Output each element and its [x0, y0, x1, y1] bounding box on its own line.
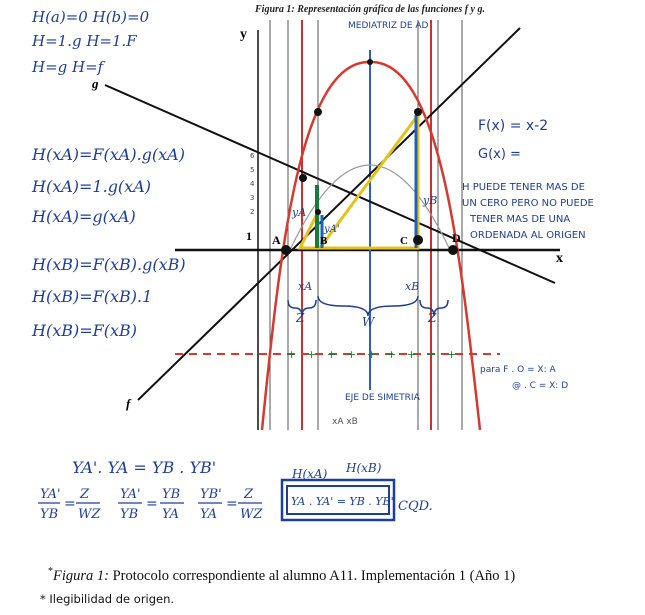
svg-text:H(xB)=F(xB).g(xB): H(xB)=F(xB).g(xB) [32, 255, 186, 274]
svg-text:ORDENADA AL ORIGEN: ORDENADA AL ORIGEN [470, 230, 586, 241]
svg-text:F(x) = x-2: F(x) = x-2 [478, 118, 549, 134]
z-left-label: Z [296, 311, 305, 325]
ya-label: yA [292, 206, 307, 219]
svg-text:H=1.g H=1.F: H=1.g H=1.F [32, 32, 137, 50]
svg-text:YB: YB [162, 487, 181, 502]
vertical-reference-lines [270, 20, 462, 430]
figure-caption [48, 566, 638, 585]
svg-text:H(xA)=1.g(xA): H(xA)=1.g(xA) [32, 177, 151, 196]
illegibility-note: * Ilegibilidad de origen. [40, 592, 175, 606]
green-marks [287, 348, 456, 361]
right-notes [462, 118, 594, 241]
svg-text:+: + [347, 348, 357, 361]
svg-text:+: + [307, 348, 317, 361]
svg-text:H(xB)=F(xB).1: H(xB)=F(xB).1 [32, 287, 153, 306]
svg-text:+: + [327, 348, 337, 361]
w-label: W [362, 315, 375, 329]
x-axis-label: x [556, 251, 563, 266]
svg-text:TENER MAS DE UNA: TENER MAS DE UNA [470, 214, 571, 225]
f-label: f [126, 396, 131, 411]
svg-text:G(x) =: G(x) = [478, 147, 521, 162]
f-equation: para F . O = X: A [480, 365, 556, 375]
svg-text:+: + [407, 348, 417, 361]
svg-text:UN CERO PERO NO PUEDE: UN CERO PERO NO PUEDE [462, 198, 594, 209]
svg-text:+: + [287, 348, 297, 361]
svg-text:YB': YB' [200, 487, 222, 502]
svg-text:YA'. YA = YB . YB': YA'. YA = YB . YB' [72, 458, 217, 477]
svg-text:3: 3 [250, 194, 255, 202]
svg-text:H(xA)=g(xA): H(xA)=g(xA) [32, 207, 136, 226]
svg-text:YA: YA [200, 507, 217, 522]
svg-text:Z: Z [80, 487, 90, 502]
svg-text:+: + [387, 348, 397, 361]
svg-text:YB: YB [120, 507, 139, 522]
svg-text:+: + [447, 348, 457, 361]
x-marks-label: xA xB [332, 417, 358, 427]
svg-text:WZ: WZ [240, 507, 263, 522]
svg-text:WZ: WZ [78, 507, 101, 522]
svg-text:=: = [146, 496, 158, 512]
yb-label: yB [423, 194, 438, 207]
mediatriz-label: MEDIATRIZ DE AD [348, 21, 429, 31]
xa-label: xA [298, 280, 313, 293]
svg-text:YA': YA' [40, 487, 61, 502]
svg-text:=: = [64, 496, 76, 512]
bottom-derivation [38, 458, 433, 522]
point-b-label: B [320, 235, 328, 247]
svg-text:YA: YA [162, 507, 179, 522]
svg-text:YA . YA' = YB . YB': YA . YA' = YB . YB' [291, 495, 394, 508]
svg-text:+: + [427, 348, 437, 361]
caption-figure-label: Figura 1: [53, 567, 109, 584]
svg-text:H(xB)=F(xB): H(xB)=F(xB) [32, 321, 137, 340]
g-equation: @ . C = X: D [512, 381, 569, 391]
xb-label: xB [405, 280, 420, 293]
svg-text:H(a)=0 H(b)=0: H(a)=0 H(b)=0 [32, 8, 150, 26]
svg-text:H(xA): H(xA) [292, 467, 328, 481]
svg-text:5: 5 [250, 166, 255, 174]
svg-text:+: + [367, 348, 377, 361]
symmetry-axis-label: EJE DE SIMETRIA [345, 393, 420, 403]
caption-star: * [48, 566, 53, 577]
line-f [138, 28, 520, 400]
left-notes [31, 8, 186, 340]
svg-text:H PUEDE TENER MAS DE: H PUEDE TENER MAS DE [462, 182, 585, 193]
svg-text:6: 6 [250, 152, 255, 160]
svg-text:2: 2 [250, 208, 255, 216]
g-label: g [92, 76, 99, 91]
svg-text:YA': YA' [120, 487, 141, 502]
point-c-label: C [400, 235, 408, 247]
svg-text:CQD.: CQD. [398, 499, 433, 514]
svg-text:H(xA)=F(xA).g(xA): H(xA)=F(xA).g(xA) [32, 145, 185, 164]
svg-text:H=g H=f: H=g H=f [32, 58, 104, 76]
svg-text:H(xB): H(xB) [346, 461, 382, 475]
y-axis-label: y [240, 27, 247, 42]
point-a-label: A [272, 233, 281, 247]
tick-one-label: 1 [246, 229, 252, 243]
svg-text:4: 4 [250, 180, 255, 188]
z-right-label: Z [428, 311, 437, 325]
svg-text:=: = [226, 496, 238, 512]
svg-text:Z: Z [244, 487, 254, 502]
figure-title: Figura 1: Representación gráfica de las funciones f y g. [255, 4, 485, 15]
ya-prime-label: yA' [324, 224, 340, 235]
y-tick-labels [250, 152, 255, 216]
point-d-label: D [452, 231, 461, 245]
brace-w [318, 296, 418, 316]
caption-text: Protocolo correspondiente al alumno A11. Implementación 1 (Año 1) [108, 567, 516, 584]
svg-text:YB: YB [40, 507, 59, 522]
